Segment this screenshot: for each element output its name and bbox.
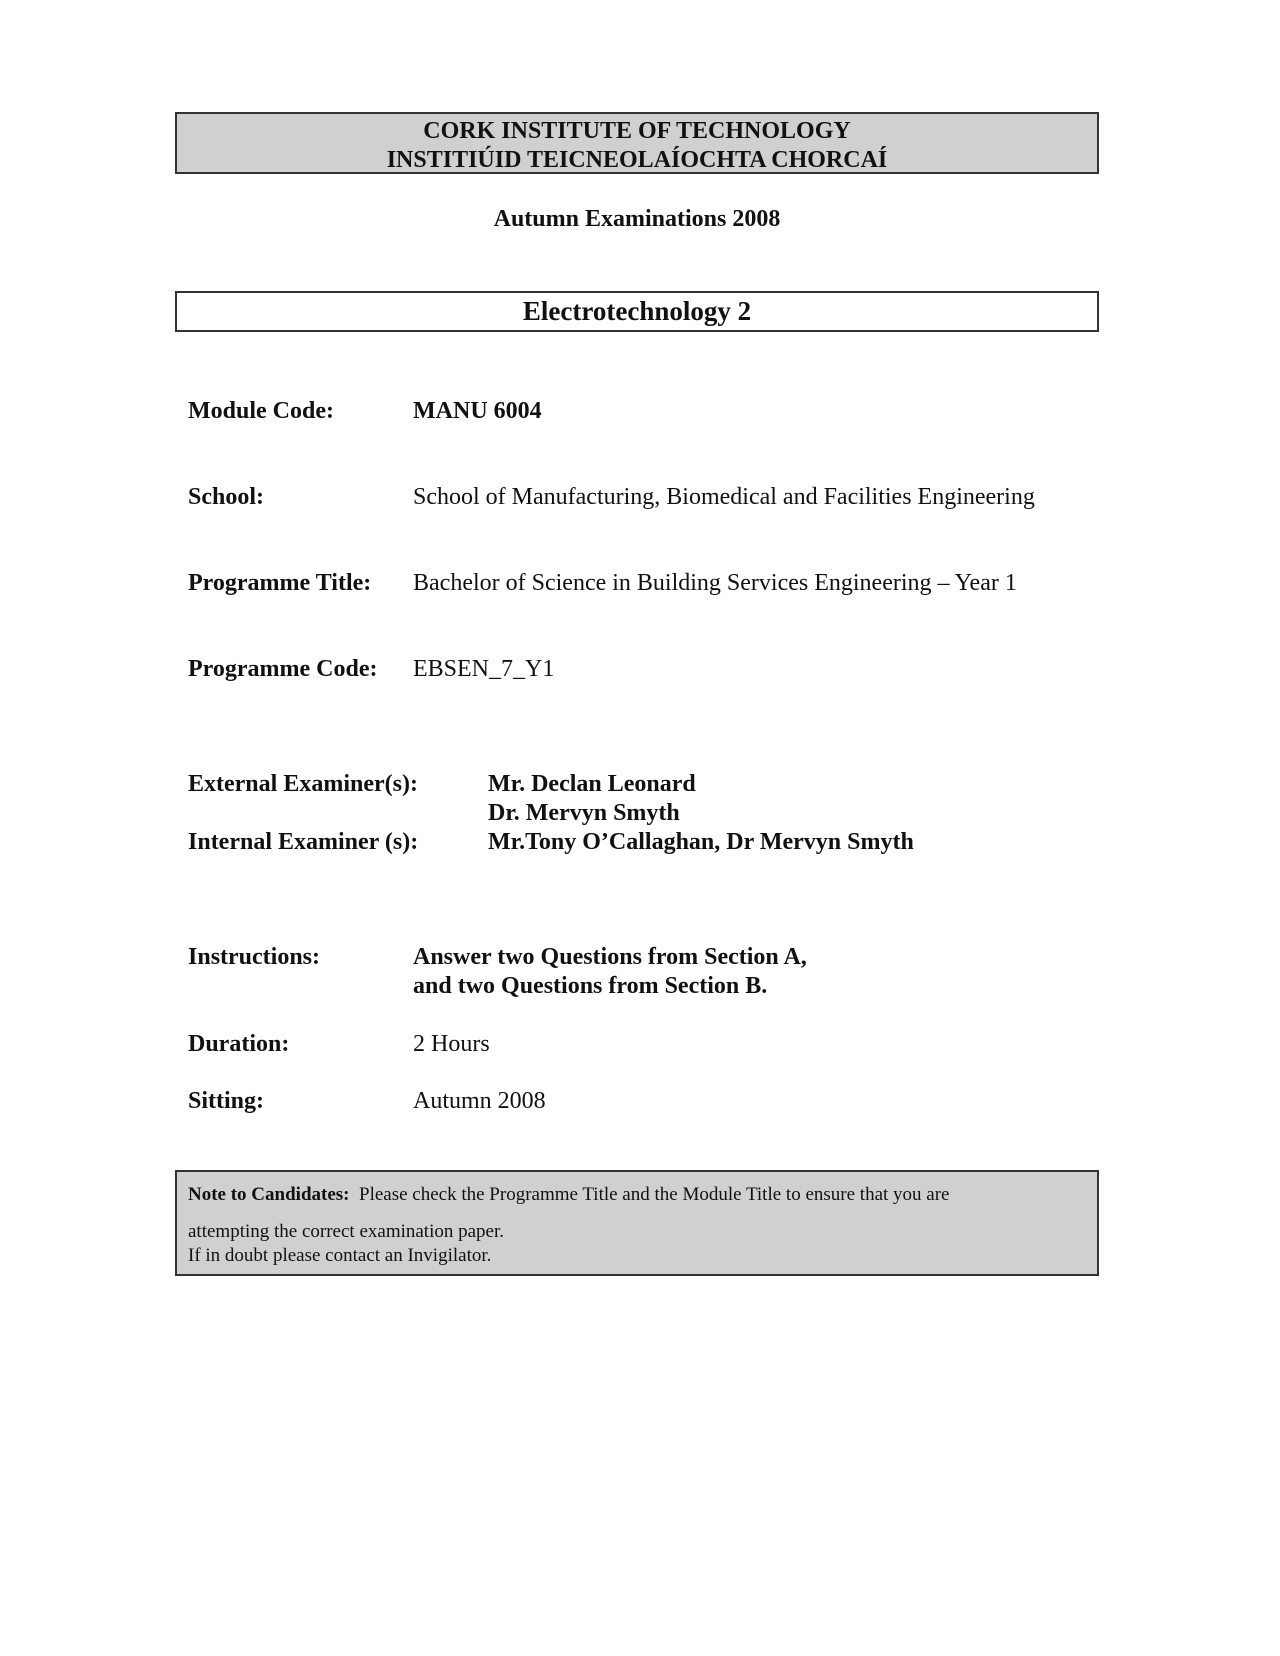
external-examiner-label: External Examiner(s):: [188, 771, 418, 797]
institute-name-english: CORK INSTITUTE OF TECHNOLOGY: [423, 118, 851, 144]
note-to-candidates: [175, 1170, 1099, 1276]
note-text-3: If in doubt please contact an Invigilator.: [188, 1245, 492, 1266]
instructions-label: Instructions:: [188, 944, 321, 970]
programme-code-value: EBSEN_7_Y1: [413, 656, 555, 682]
institute-name-irish: INSTITIÚID TEICNEOLAÍOCHTA CHORCAÍ: [386, 147, 888, 173]
school-value: School of Manufacturing, Biomedical and Facilities Engineering: [413, 484, 1035, 510]
programme-title-value: Bachelor of Science in Building Services Engineering – Year 1: [413, 570, 1017, 596]
sitting-label: Sitting:: [188, 1088, 265, 1114]
instructions-line-1: Answer two Questions from Section A,: [413, 944, 807, 970]
internal-examiner-label: Internal Examiner (s):: [188, 829, 419, 855]
institute-header: [175, 112, 1099, 174]
note-text-2: attempting the correct examination paper.: [188, 1221, 505, 1242]
programme-code-label: Programme Code:: [188, 656, 378, 682]
duration-value: 2 Hours: [413, 1031, 490, 1057]
module-title: Electrotechnology 2: [175, 291, 1099, 332]
module-code-label: Module Code:: [188, 398, 334, 424]
note-text-1: Please check the Programme Title and the Module Title to ensure that you are: [359, 1184, 950, 1205]
external-examiner-1: Mr. Declan Leonard: [488, 771, 696, 797]
internal-examiner-value: Mr.Tony O’Callaghan, Dr Mervyn Smyth: [488, 829, 914, 855]
external-examiner-2: Dr. Mervyn Smyth: [488, 800, 680, 826]
instructions-line-2: and two Questions from Section B.: [413, 973, 768, 999]
duration-label: Duration:: [188, 1031, 290, 1057]
note-label: Note to Candidates:: [188, 1184, 350, 1205]
programme-title-label: Programme Title:: [188, 570, 372, 596]
exam-session: Autumn Examinations 2008: [493, 206, 781, 232]
sitting-value: Autumn 2008: [413, 1088, 546, 1114]
school-label: School:: [188, 484, 265, 510]
module-code-value: MANU 6004: [413, 398, 542, 424]
note-line-1: [188, 1182, 1097, 1208]
